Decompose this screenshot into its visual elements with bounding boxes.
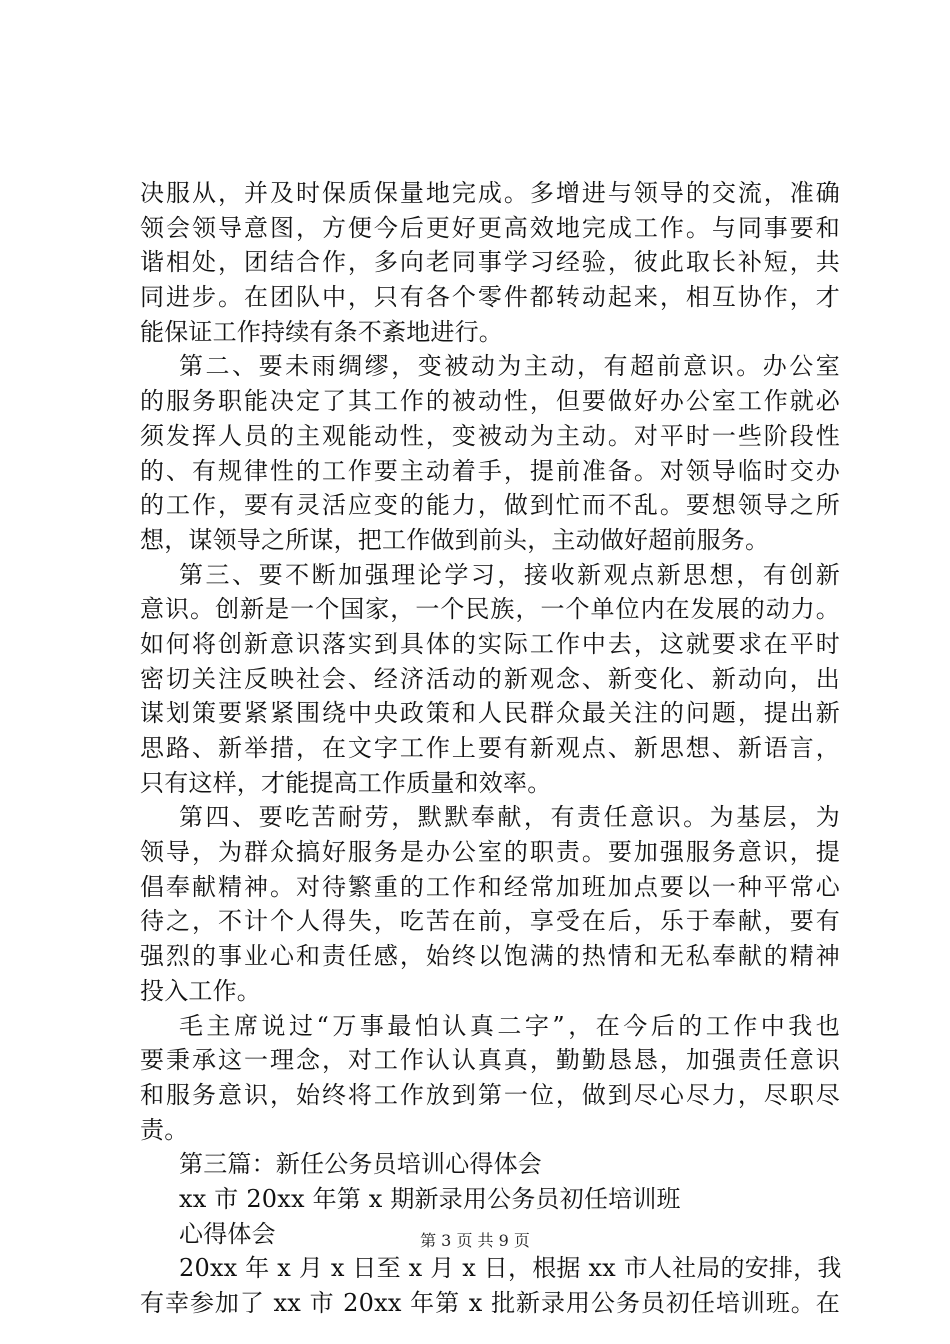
paragraph-start-line: 第四、要吃苦耐劳，默默奉献，有责任意识。为基层，为 [179, 803, 840, 832]
text-line: 如何将创新意识落实到具体的实际工作中去，这就要求在平时 [140, 629, 840, 658]
text-line: 要秉承这一理念，对工作认认真真，勤勤恳恳，加强责任意识 [140, 1046, 840, 1075]
text-line: 责。 [140, 1115, 189, 1144]
text-line: 密切关注反映社会、经济活动的新观念、新变化、新动向，出 [140, 664, 840, 693]
text-line: 的工作，要有灵活应变的能力，做到忙而不乱。要想领导之所 [140, 491, 840, 520]
text-line: 意识。创新是一个国家，一个民族，一个单位内在发展的动力。 [140, 595, 840, 624]
text-line: 只有这样，才能提高工作质量和效率。 [140, 768, 552, 797]
text-line: 谋划策要紧紧围绕中央政策和人民群众最关注的问题，提出新 [140, 699, 840, 728]
section-subheading: 心得体会 [179, 1219, 276, 1248]
text-line: 投入工作。 [140, 976, 261, 1005]
document-body [140, 176, 840, 1321]
paragraph-start-line: 第二、要未雨绸缪，变被动为主动，有超前意识。办公室 [179, 352, 840, 381]
text-line: 待之，不计个人得失，吃苦在前，享受在后，乐于奉献，要有 [140, 907, 840, 936]
text-line: 倡奉献精神。对待繁重的工作和经常加班加点要以一种平常心 [140, 872, 840, 901]
text-line: 的服务职能决定了其工作的被动性，但要做好办公室工作就必 [140, 387, 840, 416]
text-line: 思路、新举措，在文字工作上要有新观点、新思想、新语言， [140, 734, 840, 762]
text-line: 和服务意识，始终将工作放到第一位，做到尽心尽力，尽职尽 [140, 1080, 840, 1109]
text-line: 领导，为群众搞好服务是办公室的职责。要加强服务意识，提 [140, 838, 840, 867]
text-line: 同进步。在团队中，只有各个零件都转动起来，相互协作，才 [140, 283, 840, 312]
text-line: 想，谋领导之所谋，把工作做到前头，主动做好超前服务。 [140, 525, 770, 554]
paragraph-start-line: 毛主席说过“万事最怕认真二字”，在今后的工作中我也 [179, 1011, 840, 1040]
paragraph-start-line: 第三、要不断加强理论学习，接收新观点新思想，有创新 [179, 560, 840, 589]
paragraph-start-line: 20xx 年 x 月 x 日至 x 月 x 日，根据 xx 市人社局的安排，我 [179, 1254, 842, 1283]
section-heading: 第三篇：新任公务员培训心得体会 [179, 1150, 542, 1179]
text-line: 能保证工作持续有条不紊地进行。 [140, 317, 503, 346]
text-line: 强烈的事业心和责任感，始终以饱满的热情和无私奉献的精神 [140, 942, 840, 971]
text-line: 的、有规律性的工作要主动着手，提前准备。对领导临时交办 [140, 456, 840, 485]
text-line: 须发挥人员的主观能动性，变被动为主动。对平时一些阶段性 [140, 421, 840, 450]
page-number-footer: 第 3 页 共 9 页 [420, 1231, 530, 1250]
text-line: 谐相处，团结合作，多向老同事学习经验，彼此取长补短，共 [140, 248, 840, 277]
text-line: 决服从，并及时保质保量地完成。多增进与领导的交流，准确 [140, 179, 840, 207]
section-subheading: xx 市 20xx 年第 x 期新录用公务员初任培训班 [179, 1184, 681, 1213]
text-line: 有幸参加了 xx 市 20xx 年第 x 批新录用公务员初任培训班。在 [140, 1289, 840, 1317]
text-line: 领会领导意图，方便今后更好更高效地完成工作。与同事要和 [140, 213, 840, 242]
